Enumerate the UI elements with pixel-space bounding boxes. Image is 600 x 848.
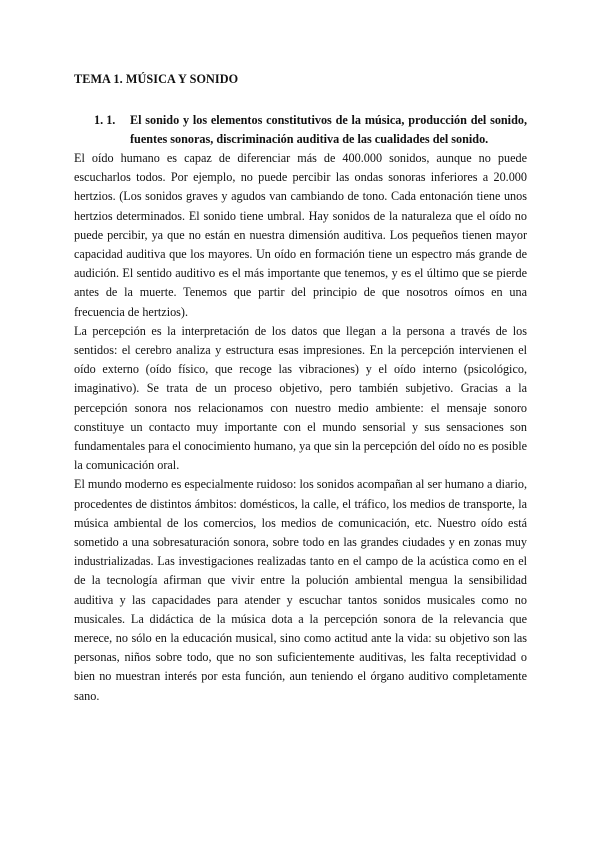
paragraph-perception: La percepción es la interpretación de los datos que llegan a la persona a través de los sentidos: el cerebro analiza y estructura esas impresiones. En la percepción intervienen el oído externo (oído físico, que recoge las vibraciones) y el oído interno (psicológico, imaginativo). Se trata de un proceso objetivo, pero también subjetivo. Gracias a la percepción sonora nos relacionamos con nuestro medio ambiente: el mensaje sonoro constituye un contacto muy importante con el mundo sensorial y sus sensaciones son fundamentales para el conocimiento humano, ya que sin la percepción del oído no es posible la comunicación oral. xyxy=(74,323,527,473)
section-number: 1. 1. xyxy=(94,113,116,127)
paragraph-modern-world: El mundo moderno es especialmente ruidoso: los sonidos acompañan al ser humano a diario, procedentes de distintos ámbitos: domésticos, la calle, el tráfico, los medios de transporte, la música ambiental de los comercios, los medios de comunicación, etc. Nuestro oído está sometido a una sobresaturación sonora, sobre todo en las grandes ciudades y en zonas muy industrializadas. Las investigaciones realizadas tanto en el campo de la acústica como en el de la tecnología afirman que vivir entre la polución ambiental mengua la sensibilidad auditiva y las capacidades para atender y escuchar tantos sonidos musicales como no musicales. La didáctica de la música dota a la percepción sonora de la relevancia que merece, no sólo en la educación musical, sino como actitud ante la vida: su objetivo son las personas, niños sobre todo, que no son suficientemente auditivas, les falta receptividad o bien no muestran interés por esta función, aun teniendo el órgano auditivo completamente sano. xyxy=(74,477,527,703)
paragraph-hearing: El oído humano es capaz de diferenciar más de 400.000 sonidos, aunque no puede escucharlos todos. Por ejemplo, no puede percibir las ondas sonoras inferiores a 20.000 hertzios. (Los sonidos graves y agudos van cambiando de tono. Cada entonación tiene unos hertzios determinados. El sonido tiene umbral. Hay sonidos de la naturaleza que el oído no puede percibir, ya que no están en nuestra dimensión auditiva. Los pequeños tienen mayor capacidad auditiva que los mayores. Un oído en formación tiene un espectro más grande de audición. El sentido auditivo es el más importante que tenemos, y es el último que se pierde antes de la muerte. Tenemos que partir del principio de que nosotros oímos en una frecuencia de hertzios). xyxy=(74,151,527,319)
section-heading-text: El sonido y los elementos constitutivos de la música, producción del sonido, fuentes sonoras, discriminación auditiva de las cualidades del sonido. xyxy=(130,113,527,146)
page-title: TEMA 1. MÚSICA Y SONIDO xyxy=(74,72,239,86)
section-heading xyxy=(94,111,527,149)
